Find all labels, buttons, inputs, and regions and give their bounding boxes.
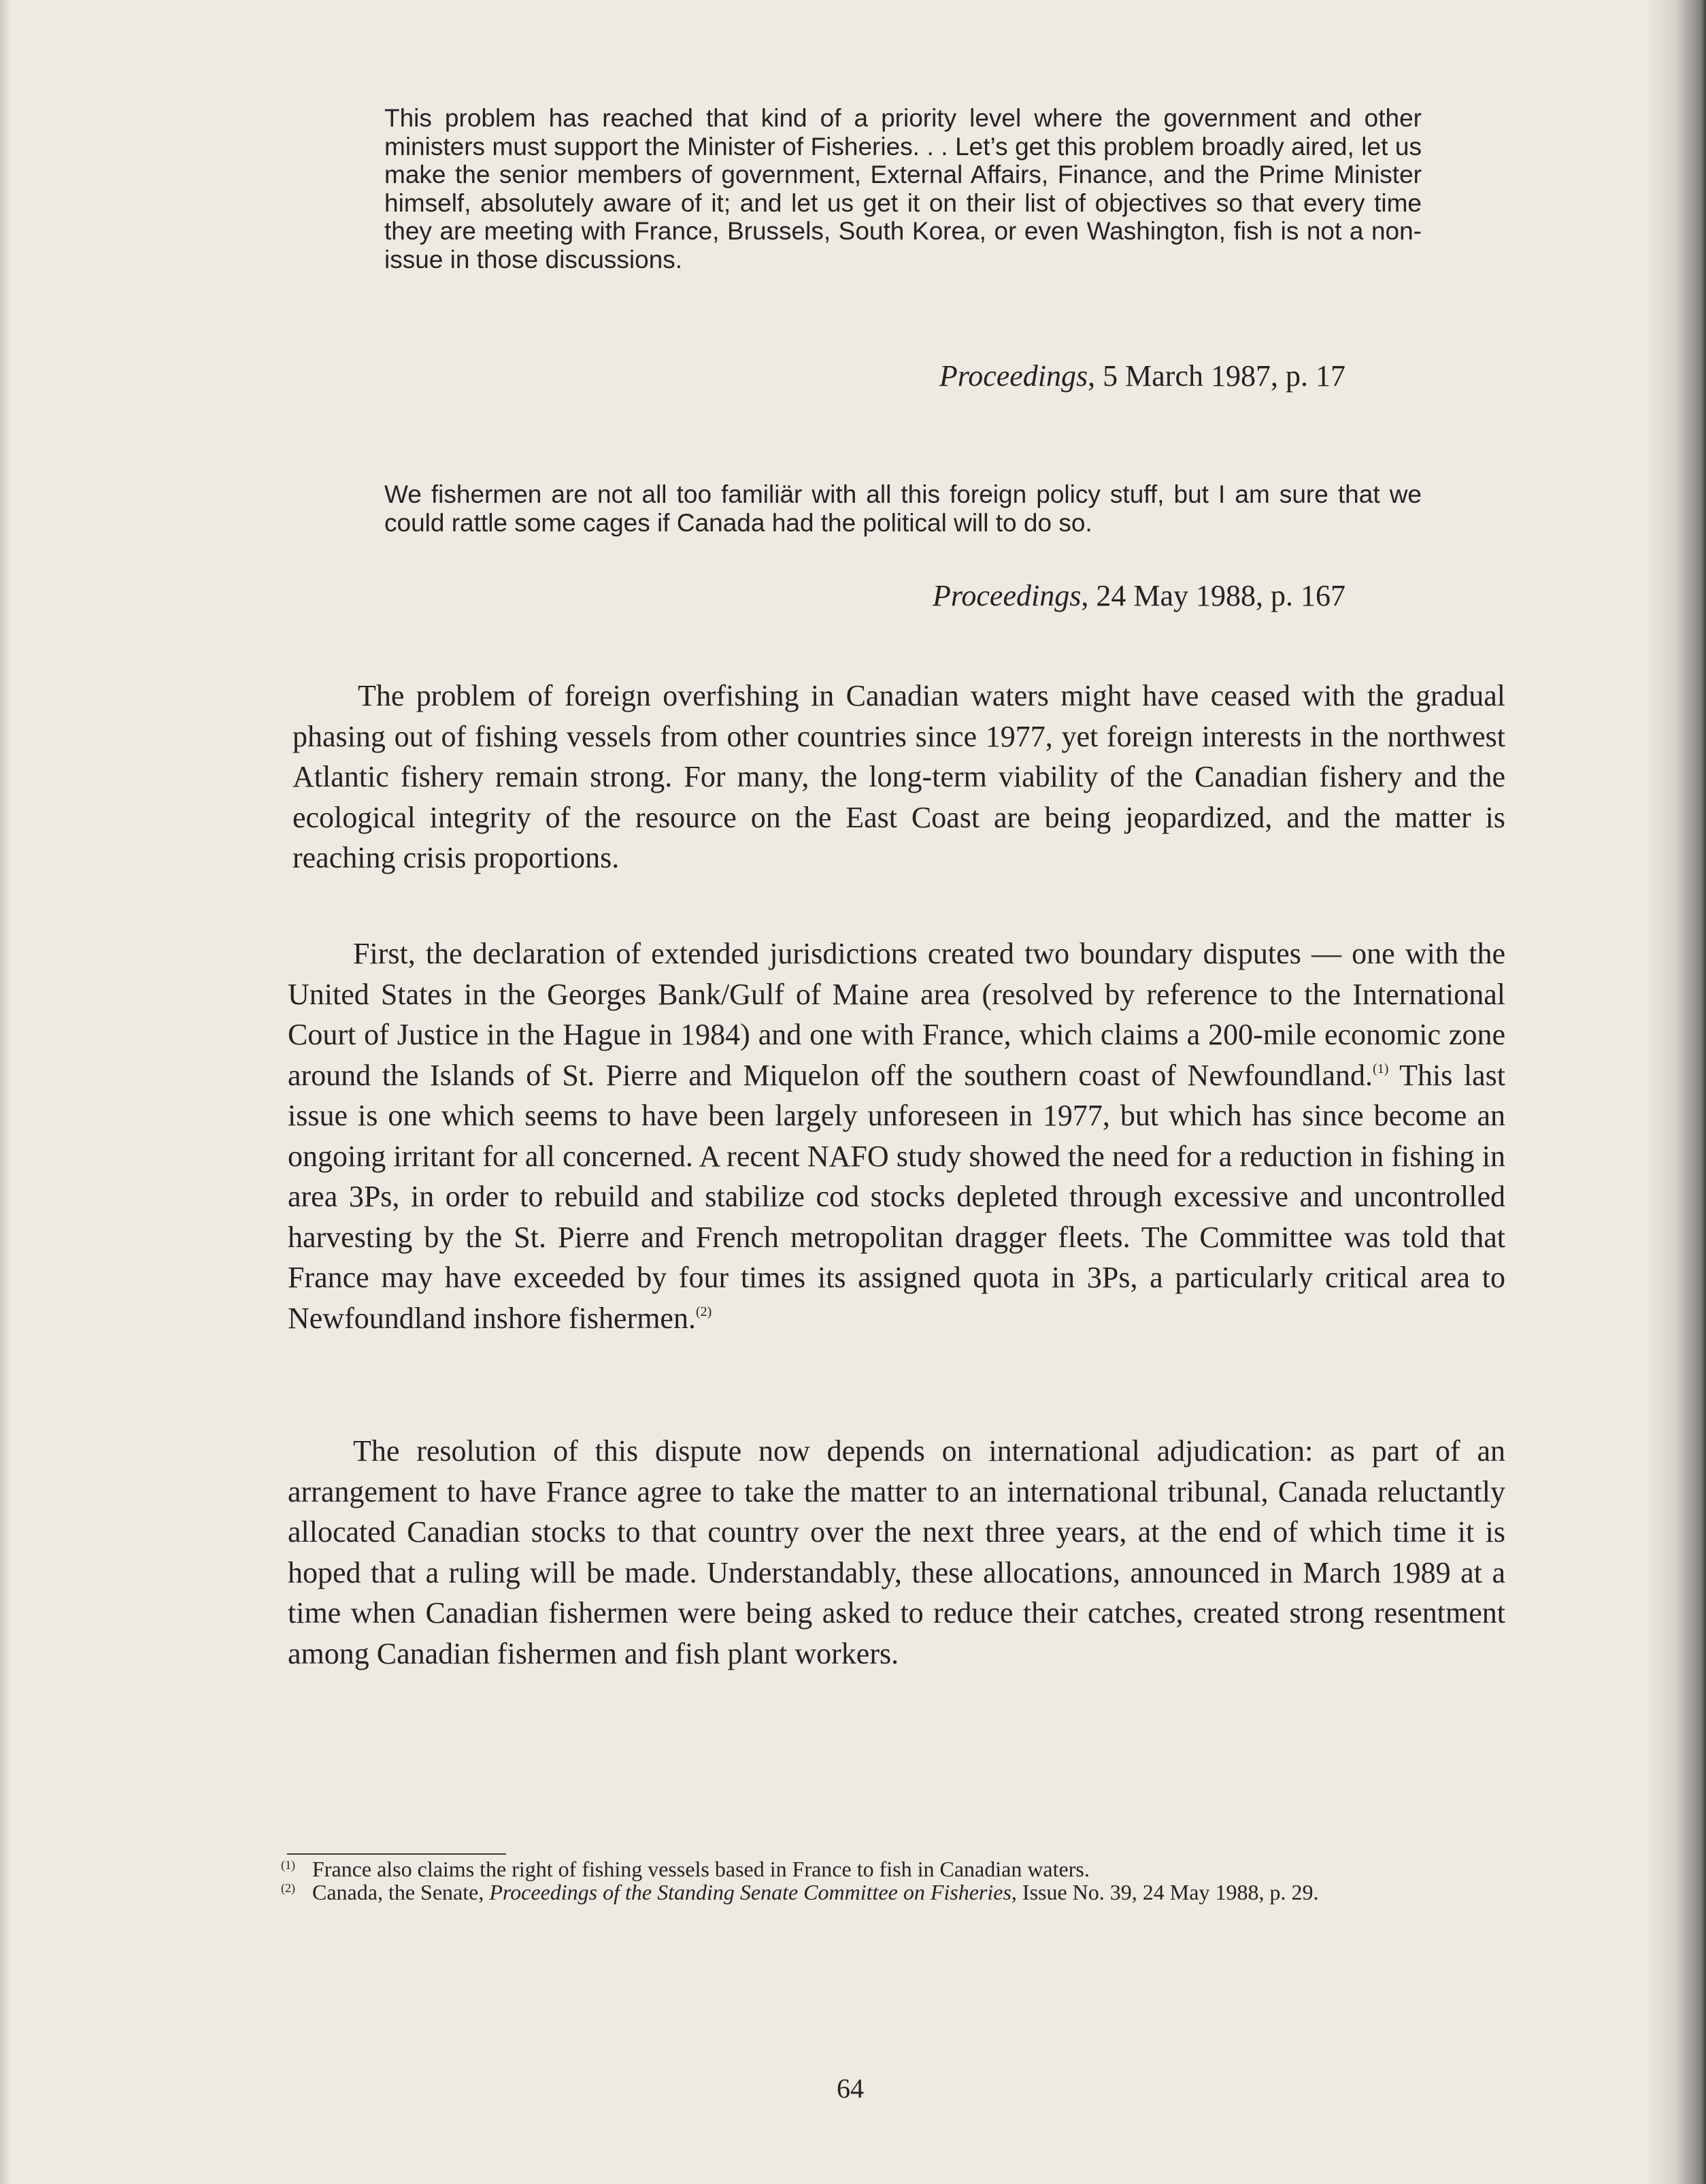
footnote-ref-2[interactable]: (2) [695,1304,712,1319]
quote-1-citation [939,359,1345,393]
paragraph-2-part-b: This last issue is one which seems to have been largely unforeseen in 1977, but which has since become an ongoing irritant for all concerned. A recent NAFO study showed the need for a reduction in fishing in area 3Ps, in order to rebuild and stabilize cod stocks depleted through excessive and uncontrolled harvesting by the St. Pierre and French metropolitan dragger fleets. The Committee was told that France may have exceeded by four times its assigned quota in 3Ps, a particularly critical area to Newfoundland inshore fishermen. [288,1058,1505,1335]
paragraph-2 [288,933,1505,1338]
quote-2-text: We fishermen are not all too familiär with all this foreign policy stuff, but I am sure that we could rattle some cages if Canada had the political will to do so. [384,480,1422,537]
footnote-divider [287,1853,506,1855]
quote-2-citation-details: , 24 May 1988, p. 167 [1081,579,1345,612]
footnote-1-marker: (1) [281,1858,295,1872]
footnote-1 [281,1857,1492,1881]
paragraph-1: The problem of foreign overfishing in Canadian waters might have ceased with the gradual phasing out of fishing vessels from other countries since 1977, yet foreign interests in the northwest Atlantic fishery remain strong. For many, the long-term viability of the Canadian fishery and the ecological integrity of the resource on the East Coast are being jeopardized, and the matter is reaching crisis proportions. [292,679,1505,874]
footnote-2-title: Proceedings of the Standing Senate Committee on Fisheries [489,1880,1011,1904]
quote-1-text: This problem has reached that kind of a priority level where the government and other ministers must support the Minister of Fisheries. . . Let’s get this problem broadly aired, let us make the senior members of government, External Affairs, Finance, and the Prime Minister himself, absolutely aware of it; and let us get it on their list of objectives so that every time they are meeting with France, Brussels, South Korea, or even Washington, fish is not a non-issue in those discussions. [384,104,1422,274]
footnote-ref-1[interactable]: (1) [1373,1061,1389,1076]
block-quote-1 [384,104,1422,274]
page-number: 64 [837,2073,864,2104]
quote-1-citation-title: Proceedings [939,359,1088,393]
quote-2-citation-title: Proceedings [933,579,1082,612]
quote-2-citation [933,578,1345,613]
paragraph-2-part-a: First, the declaration of extended jurisdictions created two boundary disputes — one with the United States in the Georges Bank/Gulf of Maine area (resolved by reference to the International Court of Justice in the Hague in 1984) and one with France, which claims a 200-mile economic zone around the Islands of St. Pierre and Miquelon off the southern coast of Newfoundland. [288,937,1505,1092]
footnote-2-pre: Canada, the Senate, [312,1880,490,1904]
paragraph-3: The resolution of this dispute now depends on international adjudication: as part of an arrangement to have France agree to take the matter to an international tribunal, Canada reluctantly allocated Canadian stocks to that country over the next three years, at the end of which time it is hoped that a ruling will be made. Understandably, these allocations, announced in March 1989 at a time when Canadian fishermen were being asked to reduce their catches, created strong resentment among Canadian fishermen and fish plant workers. [288,1434,1505,1670]
footnote-2 [281,1881,1492,1904]
footnote-2-post: , Issue No. 39, 24 May 1988, p. 29. [1011,1880,1319,1904]
quote-1-citation-details: , 5 March 1987, p. 17 [1088,359,1345,393]
footnote-2-marker: (2) [281,1881,295,1895]
footnotes [281,1857,1492,1904]
block-quote-2 [384,480,1422,537]
footnote-1-text: France also claims the right of fishing vessels based in France to fish in Canadian waters. [312,1857,1090,1881]
